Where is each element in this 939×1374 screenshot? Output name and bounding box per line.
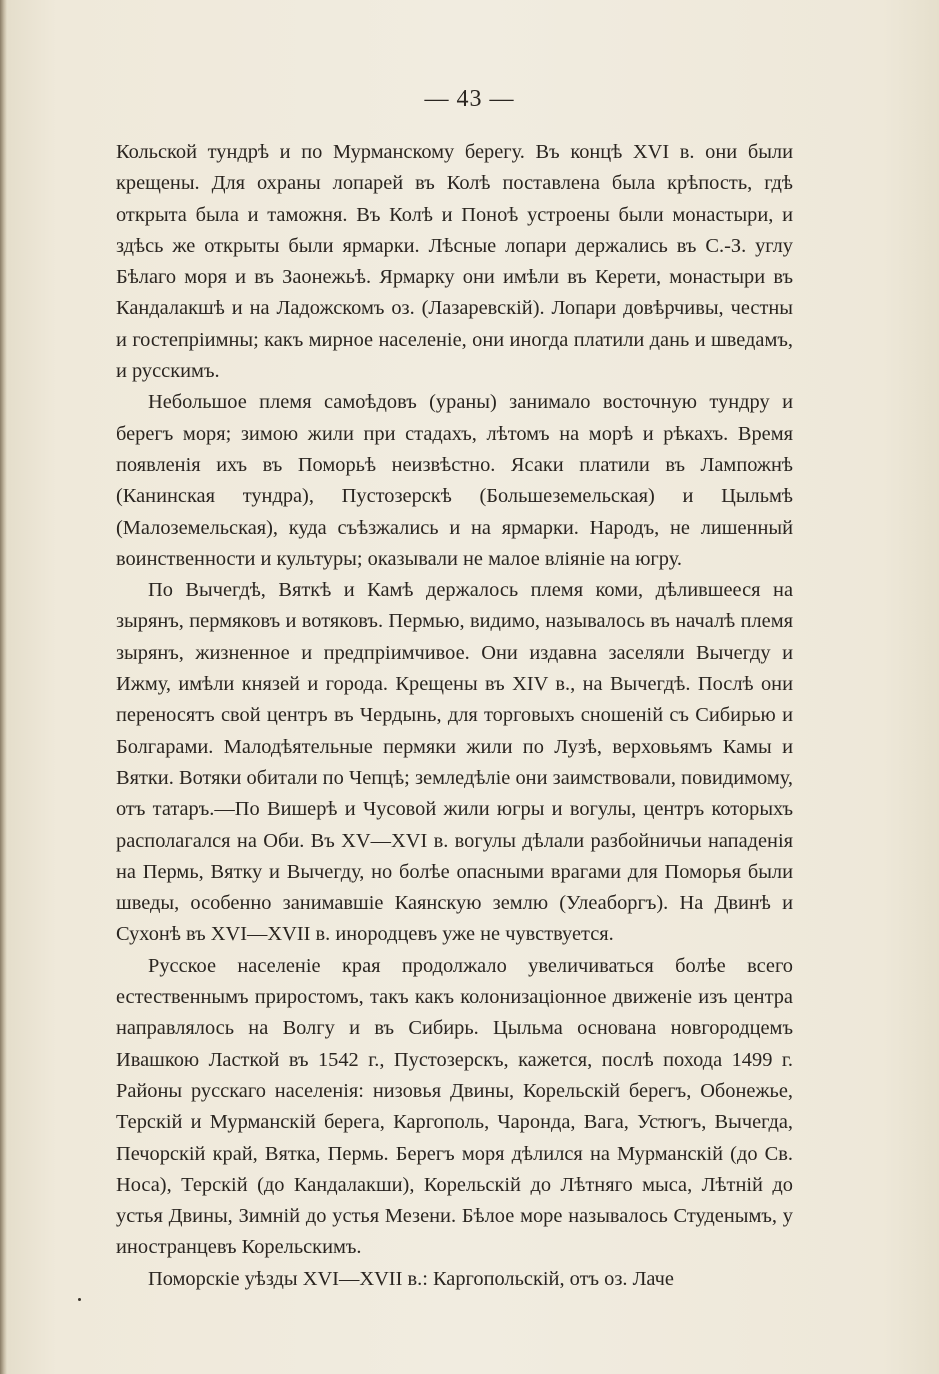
page-spine-shadow — [0, 0, 7, 1374]
body-text — [116, 137, 793, 1295]
paragraph: Небольшое племя самоѣдовъ (ураны) занимало восточную тундру и берегъ моря; зимою жили при стадахъ, лѣтомъ на морѣ и рѣкахъ. Время появленія ихъ въ Поморьѣ неизвѣстно. Ясаки платили въ Лампожнѣ (Канинская тундра), Пустозерскѣ (Большеземельская) и Цыльмѣ (Малоземельская), куда съѣзжались и на ярмарки. Народъ, не лишенный воинственности и культуры; оказывали не малое вліяніе на югру. — [116, 391, 793, 570]
page-number: — 43 — — [424, 86, 515, 112]
paragraph: По Вычегдѣ, Вяткѣ и Камѣ держалось племя коми, дѣлившееся на зырянъ, пермяковъ и вотяковъ. Пермью, видимо, называлось въ началѣ племя зырянъ, жизненное и предпріимчивое. Они издавна заселяли Вычегду и Ижму, имѣли князей и города. Крещены въ XIV в., на Вычегдѣ. Послѣ они переносятъ свой центръ въ Чердынь, для торговыхъ сношеній съ Сибирью и Болгарами. Малодѣятельные пермяки жили по Лузѣ, верховьямъ Камы и Вятки. Вотяки обитали по Чепцѣ; земледѣліе они заимствовали, повидимому, отъ татаръ.—По Вишерѣ и Чусовой жили югры и вогулы, центръ которыхъ располагался на Оби. Въ XV—XVI в. вогулы дѣлали разбойничьи нападенія на Пермь, Вятку и Вычегду, но болѣе опасными врагами для Поморья были шведы, особенно занимавшіе Каянскую землю (Улеаборгъ). На Двинѣ и Сухонѣ въ XVI—XVII в. инородцевъ уже не чувствуется. — [116, 579, 793, 946]
ink-speck — [78, 1298, 81, 1301]
paragraph: Кольской тундрѣ и по Мурманскому берегу. Въ концѣ XVI в. они были крещены. Для охраны лопарей въ Колѣ поставлена была крѣпость, гдѣ открыта была и таможня. Въ Колѣ и Поноѣ устроены были монастыри, и здѣсь же открыты были ярмарки. Лѣсные лопари держались въ С.-З. углу Бѣлаго моря и въ Заонежьѣ. Ярмарку они имѣли въ Керети, монастыри въ Кандалакшѣ и на Ладожскомъ оз. (Лазаревскій). Лопари довѣрчивы, честны и гостепріимны; какъ мирное населеніе, они иногда платили дань и шведамъ, и русскимъ. — [116, 141, 793, 383]
paragraph: Русское населеніе края продолжало увеличиваться болѣе всего естественнымъ приростомъ, такъ какъ колонизаціонное движеніе изъ центра направлялось на Волгу и въ Сибирь. Цыльма основана новгородцемъ Ивашкою Ласткой въ 1542 г., Пустозерскъ, кажется, послѣ похода 1499 г. Районы русскаго населенія: низовья Двины, Корельскій берегъ, Обонежье, Терскій и Мурманскій берега, Каргополь, Чаронда, Вага, Устюгъ, Вычегда, Печорскій край, Вятка, Пермь. Берегъ моря дѣлился на Мурманскій (до Св. Носа), Терскій (до Кандалакши), Корельскій до Лѣтняго мыса, Лѣтній до устья Двины, Зимній до устья Мезени. Бѣлое море называлось Студенымъ, у иностранцевъ Корельскимъ. — [116, 954, 793, 1259]
paragraph: Поморскіе уѣзды XVI—XVII в.: Каргопольскій, отъ оз. Лаче — [148, 1267, 674, 1290]
